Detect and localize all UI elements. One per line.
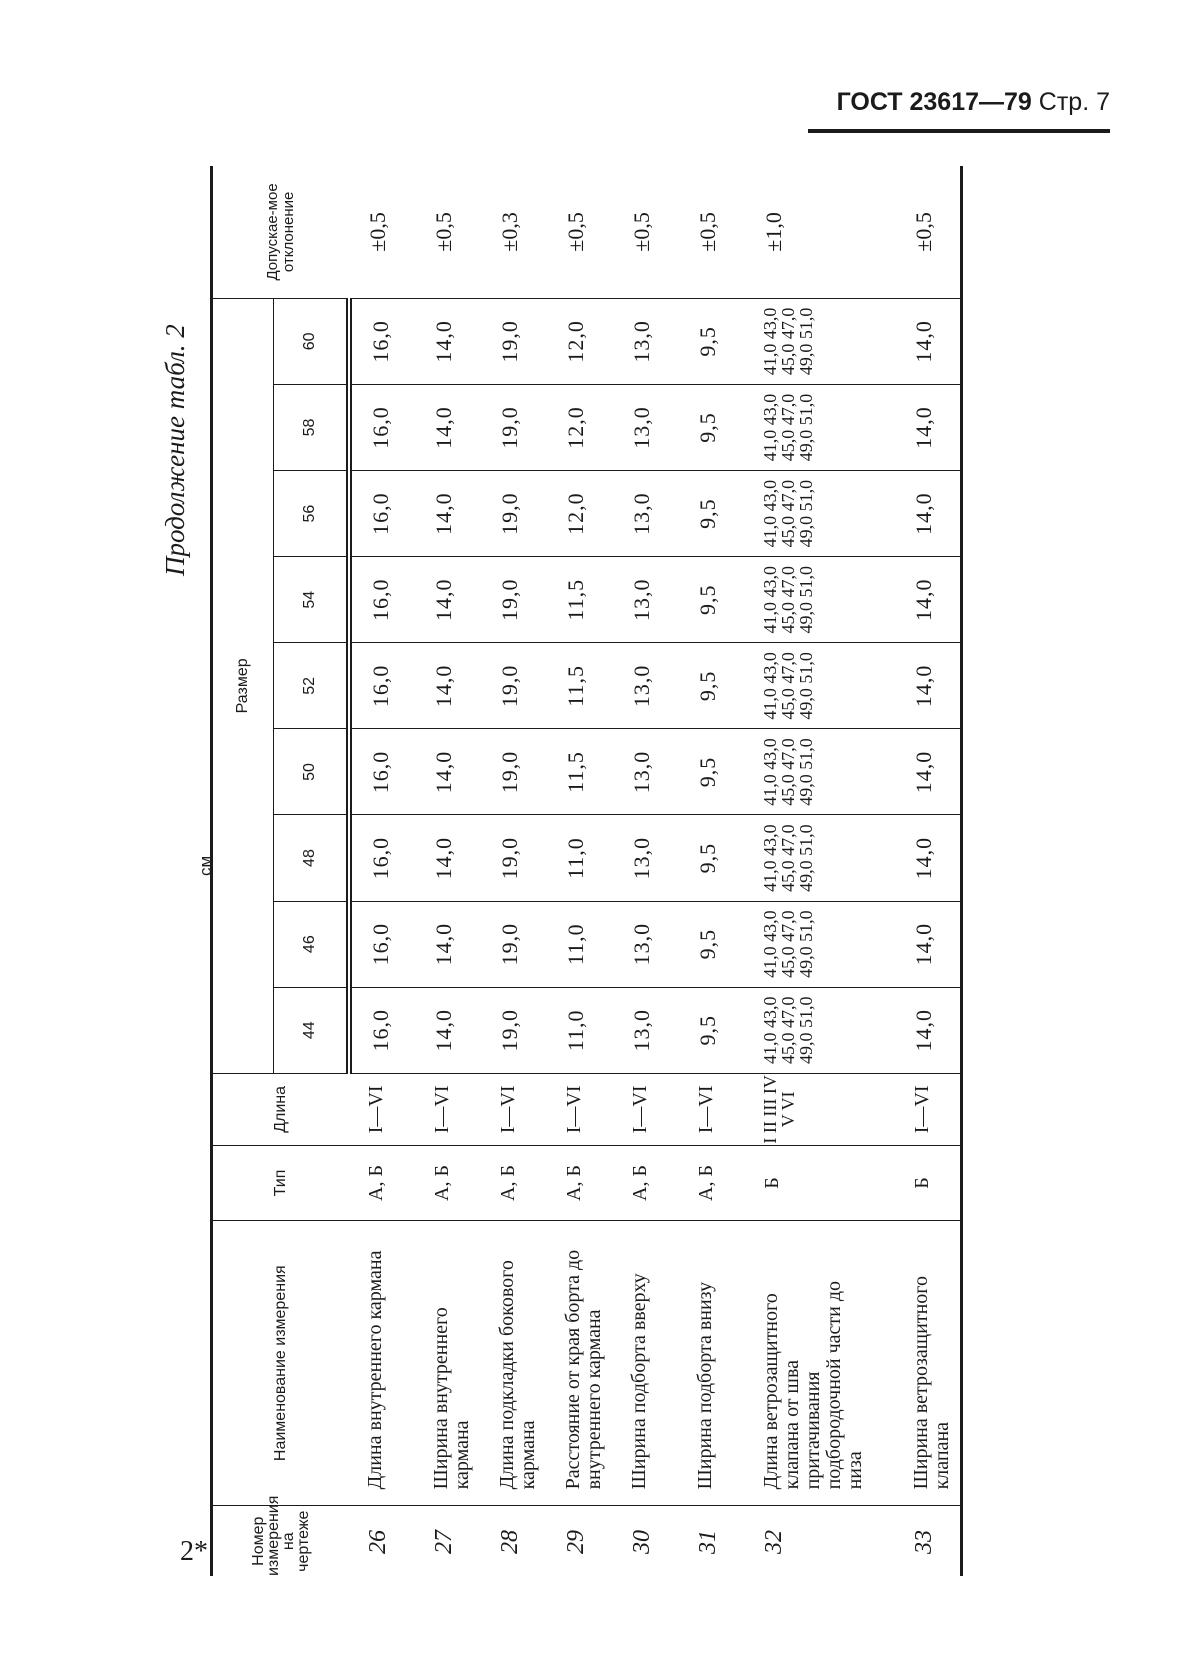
- row-value: 41,0 43,0 45,0 47,0 49,0 51,0: [745, 901, 895, 987]
- row-value: 14,0: [415, 815, 481, 901]
- header-length: Длина: [212, 1073, 350, 1145]
- row-number: 29: [563, 1530, 589, 1554]
- row-tolerance: ±0,5: [679, 166, 745, 298]
- row-name: Ширина внутреннего кармана: [415, 1221, 481, 1506]
- row-value: 14,0: [895, 987, 961, 1073]
- row-value: 14,0: [415, 384, 481, 470]
- row-value: 19,0: [481, 471, 547, 557]
- row-name: Длина внутреннего кармана: [349, 1221, 415, 1506]
- row-value: 13,0: [613, 298, 679, 384]
- row-tolerance: ±0,5: [613, 166, 679, 298]
- row-name: Ширина подборта вверху: [613, 1221, 679, 1506]
- row-value: 9,5: [679, 643, 745, 729]
- row-value: 14,0: [895, 729, 961, 815]
- row-value: 11,5: [547, 557, 613, 643]
- row-name: Ширина подборта внизу: [679, 1221, 745, 1506]
- row-value: 9,5: [679, 901, 745, 987]
- row-value: 14,0: [895, 384, 961, 470]
- table-row: [679, 166, 745, 1576]
- header-size-group: Размер: [212, 298, 274, 1073]
- row-value: 13,0: [613, 729, 679, 815]
- header-size: 58: [274, 384, 350, 470]
- row-value: 13,0: [613, 901, 679, 987]
- row-value: 11,0: [547, 815, 613, 901]
- table-row: [415, 166, 481, 1576]
- page-mark: 2*: [180, 1536, 208, 1567]
- row-value: 16,0: [349, 815, 415, 901]
- row-tolerance: ±0,3: [481, 166, 547, 298]
- row-value: 13,0: [613, 384, 679, 470]
- row-value: 11,0: [547, 901, 613, 987]
- row-value: 12,0: [547, 298, 613, 384]
- row-value: 19,0: [481, 384, 547, 470]
- table-row: [349, 166, 415, 1576]
- header-rule: [808, 129, 1110, 133]
- row-number: 33: [895, 1506, 961, 1576]
- header-size: 60: [274, 298, 350, 384]
- row-value: 16,0: [349, 384, 415, 470]
- row-number: 26: [365, 1530, 391, 1554]
- measurement-table: [210, 166, 963, 1576]
- row-value: 9,5: [679, 729, 745, 815]
- row-value: 13,0: [613, 643, 679, 729]
- row-tolerance: ±0,5: [415, 166, 481, 298]
- standard-number: ГОСТ 23617—79: [836, 88, 1032, 116]
- row-value: 16,0: [349, 901, 415, 987]
- row-name: Длина подкладки бокового кармана: [481, 1221, 547, 1506]
- row-number: 27: [431, 1530, 457, 1554]
- rotated-table-sheet: [160, 136, 1080, 1576]
- row-length: I—VI: [547, 1073, 613, 1145]
- row-value: 14,0: [895, 557, 961, 643]
- row-value: 9,5: [679, 384, 745, 470]
- header-size: 54: [274, 557, 350, 643]
- row-value: 16,0: [349, 557, 415, 643]
- row-value: 41,0 43,0 45,0 47,0 49,0 51,0: [745, 298, 895, 384]
- header-name: Наименование измерения: [212, 1221, 350, 1506]
- row-name: Ширина ветрозащитного клапана: [895, 1221, 961, 1506]
- row-value: 14,0: [415, 643, 481, 729]
- row-number: 30: [629, 1530, 655, 1554]
- table-row: [481, 166, 547, 1576]
- page-header: [808, 88, 1110, 117]
- row-value: 12,0: [547, 384, 613, 470]
- row-tolerance: ±0,5: [349, 166, 415, 298]
- row-tolerance: ±0,5: [547, 166, 613, 298]
- row-value: 19,0: [481, 815, 547, 901]
- header-size: 44: [274, 987, 350, 1073]
- row-value: 14,0: [895, 901, 961, 987]
- row-value: 14,0: [895, 643, 961, 729]
- row-value: 13,0: [613, 815, 679, 901]
- table-row: [895, 166, 961, 1576]
- row-value: 14,0: [415, 901, 481, 987]
- row-value: 11,5: [547, 729, 613, 815]
- page-number: Стр. 7: [1038, 88, 1110, 116]
- row-value: 14,0: [415, 557, 481, 643]
- row-type: А, Б: [613, 1145, 679, 1220]
- header-size: 48: [274, 815, 350, 901]
- row-value: 14,0: [895, 298, 961, 384]
- row-value: 41,0 43,0 45,0 47,0 49,0 51,0: [745, 643, 895, 729]
- row-length: I—VI: [415, 1073, 481, 1145]
- row-type: А, Б: [547, 1145, 613, 1220]
- row-number: 32: [761, 1530, 787, 1554]
- row-value: 13,0: [613, 557, 679, 643]
- row-value: 16,0: [349, 471, 415, 557]
- row-type: А, Б: [415, 1145, 481, 1220]
- unit-label: см: [196, 855, 215, 876]
- row-value: 41,0 43,0 45,0 47,0 49,0 51,0: [745, 384, 895, 470]
- row-value: 19,0: [481, 729, 547, 815]
- row-value: 41,0 43,0 45,0 47,0 49,0 51,0: [745, 557, 895, 643]
- row-type: А, Б: [679, 1145, 745, 1220]
- header-size: 46: [274, 901, 350, 987]
- row-value: 11,0: [547, 987, 613, 1073]
- row-type: А, Б: [481, 1145, 547, 1220]
- row-length: I II III IV V VI: [745, 1073, 895, 1145]
- row-number: 28: [497, 1530, 523, 1554]
- header-number: Номер измерения на чертеже: [212, 1506, 350, 1576]
- row-length: I—VI: [679, 1073, 745, 1145]
- row-length: I—VI: [895, 1073, 961, 1145]
- row-value: 11,5: [547, 643, 613, 729]
- row-value: 9,5: [679, 557, 745, 643]
- table-row: [745, 166, 895, 1576]
- header-type: Тип: [212, 1145, 350, 1220]
- row-value: 14,0: [415, 471, 481, 557]
- row-type: Б: [895, 1145, 961, 1220]
- row-value: 9,5: [679, 298, 745, 384]
- row-value: 19,0: [481, 643, 547, 729]
- row-value: 14,0: [415, 987, 481, 1073]
- header-size: 50: [274, 729, 350, 815]
- row-value: 14,0: [415, 729, 481, 815]
- row-length: I—VI: [481, 1073, 547, 1145]
- table-caption: Продолжение табл. 2: [160, 324, 190, 576]
- row-value: 41,0 43,0 45,0 47,0 49,0 51,0: [745, 815, 895, 901]
- row-name: Расстояние от края борта до внутреннего кармана: [547, 1221, 613, 1506]
- row-value: 12,0: [547, 471, 613, 557]
- row-value: 16,0: [349, 729, 415, 815]
- row-length: I—VI: [613, 1073, 679, 1145]
- row-value: 19,0: [481, 557, 547, 643]
- row-value: 19,0: [481, 298, 547, 384]
- row-value: 14,0: [895, 471, 961, 557]
- row-type: А, Б: [349, 1145, 415, 1220]
- header-size: 56: [274, 471, 350, 557]
- header-size: 52: [274, 643, 350, 729]
- row-value: 16,0: [349, 298, 415, 384]
- table-row: [613, 166, 679, 1576]
- row-value: 19,0: [481, 987, 547, 1073]
- row-tolerance: ±1,0: [745, 166, 895, 298]
- row-value: 14,0: [895, 815, 961, 901]
- table-row: [547, 166, 613, 1576]
- row-value: 41,0 43,0 45,0 47,0 49,0 51,0: [745, 729, 895, 815]
- row-name: Длина ветрозащитного клапана от шва притачивания подбородочной части до низа: [745, 1221, 895, 1506]
- row-value: 19,0: [481, 901, 547, 987]
- row-value: 41,0 43,0 45,0 47,0 49,0 51,0: [745, 471, 895, 557]
- row-type: Б: [745, 1145, 895, 1220]
- row-value: 9,5: [679, 815, 745, 901]
- row-value: 13,0: [613, 987, 679, 1073]
- header-tolerance: Допускае-мое отклонение: [212, 166, 350, 298]
- row-length: I—VI: [349, 1073, 415, 1145]
- row-value: 9,5: [679, 471, 745, 557]
- row-value: 16,0: [349, 987, 415, 1073]
- row-tolerance: ±0,5: [895, 166, 961, 298]
- row-number: 31: [695, 1530, 721, 1554]
- row-value: 41,0 43,0 45,0 47,0 49,0 51,0: [745, 987, 895, 1073]
- row-value: 13,0: [613, 471, 679, 557]
- row-value: 14,0: [415, 298, 481, 384]
- row-value: 16,0: [349, 643, 415, 729]
- row-value: 9,5: [679, 987, 745, 1073]
